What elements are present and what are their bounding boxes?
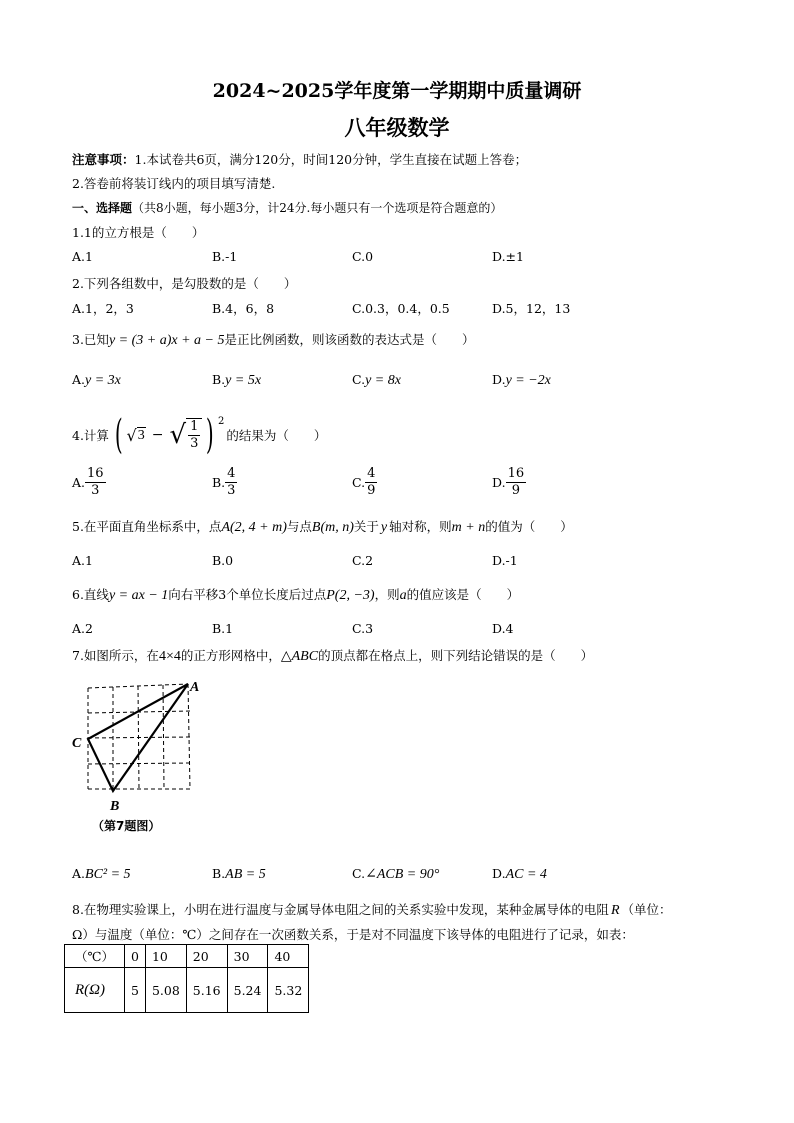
q5-axis: y <box>380 520 388 535</box>
q8-resistance-cell: 5.16 <box>186 968 227 1013</box>
q4-c-fraction <box>365 466 377 499</box>
q4-d-fraction <box>506 466 527 499</box>
notice-line-1 <box>72 150 527 168</box>
q6-stem <box>72 585 519 604</box>
q1-option-c: C.0 <box>352 249 374 264</box>
q3-c-value: y = 8x <box>365 373 401 388</box>
q7-option-a <box>72 866 131 883</box>
section-heading <box>72 199 502 216</box>
q8-temp-cell: 20 <box>186 945 227 968</box>
q4-option-a <box>72 466 106 499</box>
q5-option-d: D.-1 <box>492 553 518 568</box>
q4-prefix: 4.计算 <box>72 428 109 443</box>
q5-point-b: B(m, n) <box>311 520 354 535</box>
q4-b-label: B. <box>212 475 226 490</box>
q6-prefix: 6.直线 <box>72 587 109 602</box>
q7-stem <box>72 646 593 665</box>
q5-mid1: 与点 <box>286 519 312 534</box>
q6-option-c: C.3 <box>352 621 374 636</box>
q6-var: a <box>399 588 407 603</box>
q4-a-label: A. <box>72 475 86 490</box>
q7-label-a: A <box>190 680 200 695</box>
q7-c-value: ∠ACB = 90° <box>365 867 440 882</box>
q4-sqrt-3: 3 <box>137 427 145 443</box>
q7-caption: （第7题图） <box>92 819 161 833</box>
q2-option-c: C.0.3，0.4，0.5 <box>352 301 450 316</box>
q4-c-label: C. <box>352 475 366 490</box>
q8-resistance-row <box>65 968 309 1013</box>
q7-option-d <box>492 866 547 883</box>
exam-subtitle: 八年级数学 <box>344 115 450 140</box>
q7-d-value: AC = 4 <box>505 867 547 882</box>
q5-suffix: 的值为（ ） <box>485 519 573 534</box>
q4-b-num: 4 <box>227 466 236 481</box>
q7-prefix: 7.如图所示，在 <box>72 648 159 663</box>
q7-a-label: A. <box>72 866 86 881</box>
q3-d-label: D. <box>492 372 506 387</box>
section-desc: （共8小题，每小题3分，计24分.每小题只有一个选项是符合题意的） <box>132 201 503 215</box>
q3-stem <box>72 330 475 349</box>
q4-b-fraction <box>225 466 237 499</box>
q6-option-d: D.4 <box>492 621 514 636</box>
q3-b-label: B. <box>212 372 226 387</box>
q7-triangle: △ABC <box>280 649 319 664</box>
q4-exponent: 2 <box>217 415 225 427</box>
q7-label-b: B <box>110 799 120 814</box>
q3-option-a <box>72 372 121 389</box>
q7-grid: 4×4 <box>158 649 181 664</box>
q4-suffix: 的结果为（ ） <box>226 428 327 443</box>
q8-resistance-head: R(Ω) <box>65 968 125 1013</box>
q7-option-c <box>352 866 439 883</box>
q4-right-paren: ) <box>206 412 215 458</box>
q4-option-c <box>352 466 377 499</box>
q8-record-table <box>64 944 309 1013</box>
q8-temp-cell: 40 <box>268 945 309 968</box>
q4-c-den: 9 <box>367 483 376 498</box>
q4-left-paren: ( <box>114 412 123 458</box>
q8-suffix: （单位： <box>621 902 672 917</box>
q8-temp-head: （℃） <box>65 945 125 968</box>
q7-c-label: C. <box>352 866 366 881</box>
q3-a-label: A. <box>72 372 86 387</box>
q5-option-a: A.1 <box>72 553 93 568</box>
q8-temp-cell: 10 <box>145 945 186 968</box>
q1-option-d: D.±1 <box>492 249 524 264</box>
q4-d-label: D. <box>492 475 506 490</box>
q4-option-d <box>492 466 526 499</box>
q2-stem: 2.下列各组数中，是勾股数的是（ ） <box>72 276 297 291</box>
q4-a-num: 16 <box>87 466 104 481</box>
q3-option-c <box>352 372 401 389</box>
q8-temp-cell: 0 <box>124 945 145 968</box>
q6-mid2: ，则 <box>374 587 400 602</box>
q7-b-label: B. <box>212 866 226 881</box>
q5-mid2: 关于 <box>353 519 379 534</box>
q4-sqrt-symbol: √ <box>126 425 137 445</box>
q4-expression <box>111 412 225 458</box>
q3-option-b <box>212 372 261 389</box>
q6-option-a: A.2 <box>72 621 93 636</box>
q7-suffix: 的顶点都在格点上，则下列结论错误的是（ ） <box>318 648 594 663</box>
q5-prefix: 5.在平面直角坐标系中，点 <box>72 519 222 534</box>
q5-option-c: C.2 <box>352 553 374 568</box>
q7-label-c: C <box>72 736 82 751</box>
q7-b-value: AB = 5 <box>225 867 266 882</box>
q8-prefix: 8.在物理实验课上，小明在进行温度与金属导体电阻之间的关系实验中发现，某种金属导体的电阻 <box>72 902 609 917</box>
q4-a-fraction <box>85 466 106 499</box>
q6-mid1: 向右平移3个单位长度后过点 <box>168 587 327 602</box>
q3-c-label: C. <box>352 372 366 387</box>
q2-option-a: A.1，2，3 <box>72 301 134 316</box>
q4-b-den: 3 <box>227 483 236 498</box>
q7-d-label: D. <box>492 866 506 881</box>
q8-resistance-cell: 5.32 <box>268 968 309 1013</box>
q4-minus: − <box>151 427 164 443</box>
q6-point: P(2, −3) <box>326 588 375 603</box>
q6-line-expr: y = ax − 1 <box>108 588 169 603</box>
q2-option-d: D.5，12，13 <box>492 301 571 316</box>
section-title: 一、选择题 <box>72 201 133 215</box>
q6-option-b: B.1 <box>212 621 234 636</box>
q4-d-num: 16 <box>507 466 525 481</box>
q1-stem: 1.1的立方根是（ ） <box>72 225 205 240</box>
q4-sqrt-symbol-2: √ <box>169 420 187 450</box>
notice-line-2: 2.答卷前将装订线内的项目填写清楚. <box>72 176 276 191</box>
q3-prefix: 3.已知 <box>72 332 109 347</box>
q8-temperature-row <box>65 945 309 968</box>
q6-suffix: 的值应该是（ ） <box>406 587 520 602</box>
q4-d-den: 9 <box>511 483 520 498</box>
q2-option-b: B.4，6，8 <box>212 301 275 316</box>
q4-c-num: 4 <box>367 466 376 481</box>
q3-expression: y = (3 + a)x + a − 5 <box>108 333 225 348</box>
q8-resistance-cell: 5 <box>124 968 145 1013</box>
q7-a-value: BC² = 5 <box>85 867 131 882</box>
q4-stem <box>72 410 326 460</box>
q4-a-den: 3 <box>91 483 100 498</box>
q7-option-b <box>212 866 266 883</box>
q4-option-b <box>212 466 237 499</box>
q4-frac-den: 3 <box>190 436 199 451</box>
q7-figure <box>66 674 216 844</box>
q5-point-a: A(2, 4 + m) <box>221 520 287 535</box>
exam-title: 2024~2025学年度第一学期期中质量调研 <box>212 80 582 102</box>
q8-var-r: R <box>610 903 620 918</box>
q8-line-2: Ω）与温度（单位：℃）之间存在一次函数关系，于是对不同温度下该导体的电阻进行了记录，如表： <box>72 927 634 942</box>
notice-label: 注意事项： <box>72 152 135 167</box>
q8-line-1 <box>72 900 672 919</box>
q5-option-b: B.0 <box>212 553 234 568</box>
q5-mid3: 轴对称，则 <box>389 519 452 534</box>
q5-expression: m + n <box>451 520 486 535</box>
q8-resistance-cell: 5.08 <box>145 968 186 1013</box>
q8-resistance-cell: 5.24 <box>227 968 268 1013</box>
q3-suffix: 是正比例函数，则该函数的表达式是（ ） <box>224 332 475 347</box>
notice-text-1: 1.本试卷共6页，满分120分，时间120分钟，学生直接在试题上答卷； <box>134 152 528 167</box>
q7-mid1: 的正方形网格中， <box>180 648 281 663</box>
q1-option-a: A.1 <box>72 249 93 264</box>
q8-temp-cell: 30 <box>227 945 268 968</box>
q3-b-value: y = 5x <box>225 373 262 388</box>
q3-a-value: y = 3x <box>85 373 121 388</box>
q5-stem <box>72 517 573 536</box>
q4-fraction <box>186 418 202 452</box>
q3-option-d <box>492 372 551 389</box>
q4-frac-num: 1 <box>190 419 199 434</box>
q3-d-value: y = −2x <box>505 373 551 388</box>
q1-option-b: B.-1 <box>212 249 238 264</box>
